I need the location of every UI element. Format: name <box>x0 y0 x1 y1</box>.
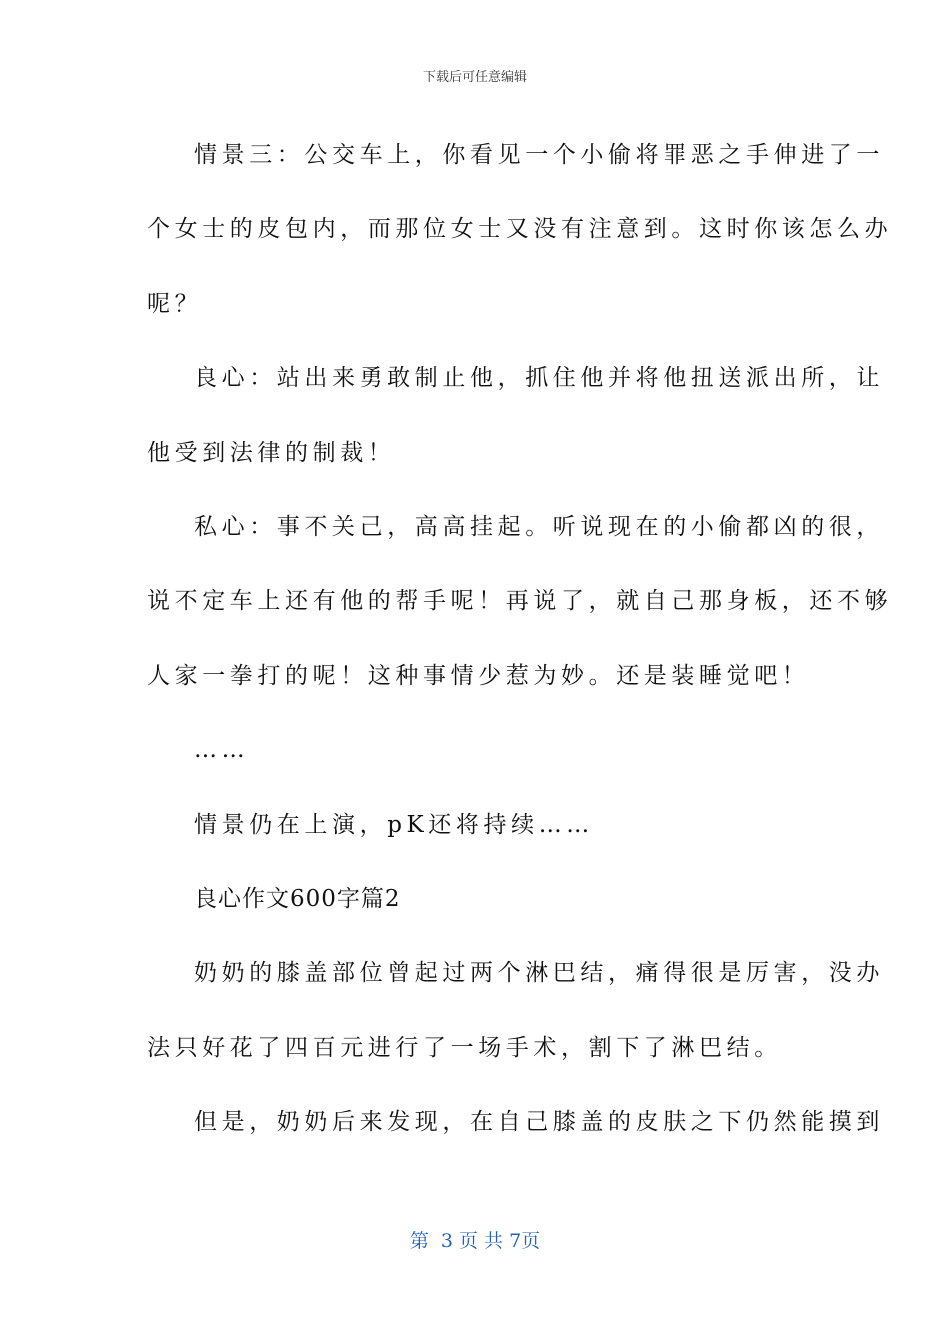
paragraph-line: 私心：事不关己，高高挂起。听说现在的小偷都凶的很， <box>194 513 884 540</box>
paragraph-line: 良心：站出来勇敢制止他，抓住他并将他扭送派出所，让 <box>194 365 884 392</box>
paragraph-line: 人家一拳打的呢！这种事情少惹为妙。还是装睡觉吧！ <box>147 662 810 689</box>
paragraph-line: 奶奶的膝盖部位曾起过两个淋巴结，痛得很是厉害，没办 <box>194 960 884 987</box>
ellipsis-line: …… <box>194 737 250 764</box>
section-heading: 良心作文600字篇2 <box>194 885 401 912</box>
paragraph-line: 说不定车上还有他的帮手呢！再说了，就自己那身板，还不够 <box>147 588 893 615</box>
paragraph-line: 情景三：公交车上，你看见一个小偷将罪恶之手伸进了一 <box>194 142 884 168</box>
paragraph-line: 情景仍在上演，pK还将持续…… <box>194 811 594 838</box>
paragraph-line: 个女士的皮包内，而那位女士又没有注意到。这时你该怎么办 <box>147 216 893 243</box>
page-header: 下载后可任意编辑 <box>422 70 527 85</box>
page-number-footer: 第 3 页 共 7页 <box>409 1230 541 1252</box>
paragraph-line: 呢？ <box>147 290 203 317</box>
paragraph-line: 他受到法律的制裁！ <box>147 439 396 466</box>
paragraph-line: 法只好花了四百元进行了一场手术，割下了淋巴结。 <box>147 1034 782 1061</box>
paragraph-line: 但是，奶奶后来发现，在自己膝盖的皮肤之下仍然能摸到 <box>194 1109 884 1136</box>
document-body <box>147 118 893 1159</box>
